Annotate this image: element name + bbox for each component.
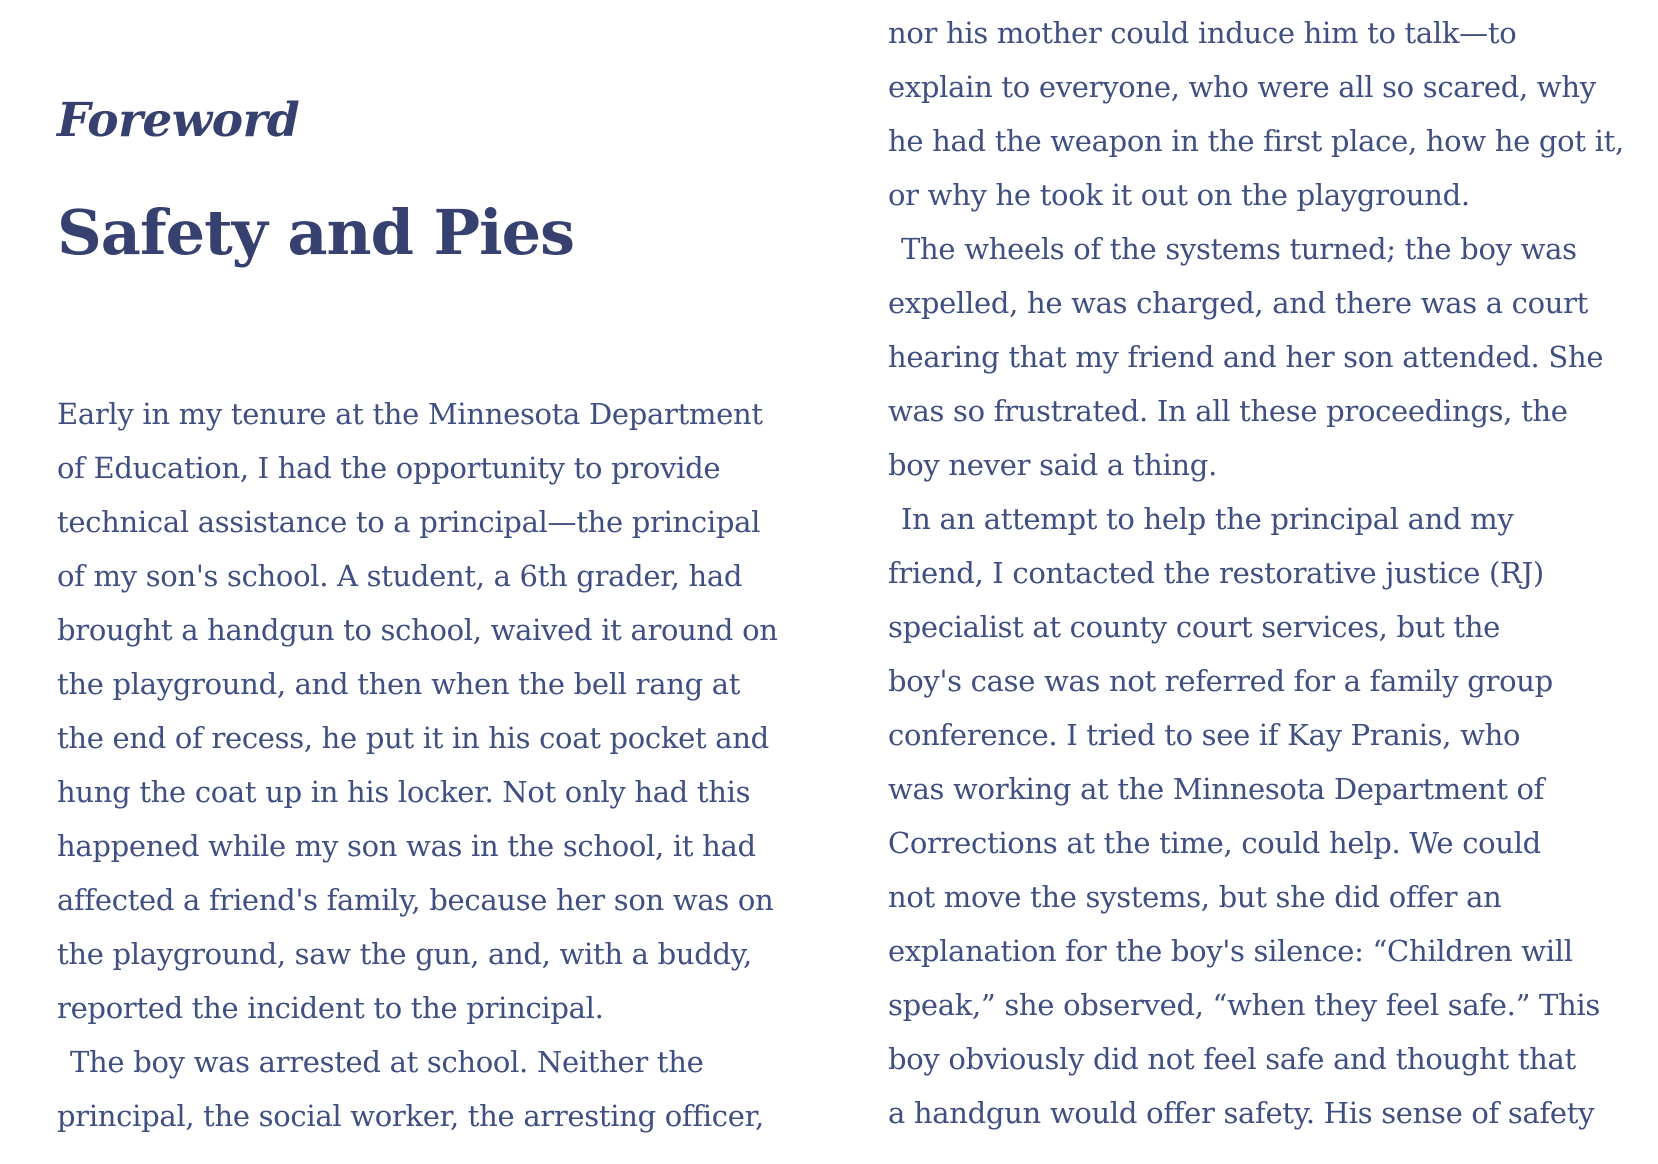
- text-line: explanation for the boy's silence: “Children will: [888, 934, 1573, 968]
- text-line: of Education, I had the opportunity to provide: [57, 451, 721, 485]
- text-line: not move the systems, but she did offer an: [888, 880, 1502, 914]
- text-line: was working at the Minnesota Department of: [888, 772, 1545, 806]
- text-line: a handgun would offer safety. His sense of safety: [888, 1096, 1595, 1130]
- text-line: Corrections at the time, could help. We could: [888, 826, 1541, 860]
- text-line: specialist at county court services, but the: [888, 610, 1500, 644]
- text-line: friend, I contacted the restorative justice (RJ): [888, 556, 1544, 590]
- right-column: [888, 0, 1658, 1164]
- paragraph: [888, 492, 1624, 1140]
- text-line: boy never said a thing.: [888, 448, 1217, 482]
- text-line: was so frustrated. In all these proceedings, the: [888, 394, 1568, 428]
- text-line: the playground, and then when the bell rang at: [57, 667, 741, 701]
- text-line: principal, the social worker, the arresting officer,: [57, 1099, 764, 1133]
- paragraph: [57, 1035, 778, 1143]
- text-line: hearing that my friend and her son attended. She: [888, 340, 1604, 374]
- text-line: the playground, saw the gun, and, with a buddy,: [57, 937, 752, 971]
- text-line: hung the coat up in his locker. Not only had this: [57, 775, 751, 809]
- text-line: The wheels of the systems turned; the boy was: [901, 232, 1577, 266]
- text-line: brought a handgun to school, waived it around on: [57, 613, 778, 647]
- right-column-text: [888, 6, 1624, 1140]
- text-line: boy obviously did not feel safe and thought that: [888, 1042, 1576, 1076]
- text-line: speak,” she observed, “when they feel safe.” This: [888, 988, 1600, 1022]
- text-line: boy's case was not referred for a family group: [888, 664, 1553, 698]
- text-line: of my son's school. A student, a 6th grader, had: [57, 559, 743, 593]
- paragraph: [888, 6, 1624, 222]
- text-line: he had the weapon in the first place, how he got it,: [888, 124, 1624, 158]
- foreword-label: Foreword: [57, 93, 300, 148]
- text-line: conference. I tried to see if Kay Pranis, who: [888, 718, 1521, 752]
- text-line: In an attempt to help the principal and my: [901, 502, 1514, 536]
- chapter-title: Safety and Pies: [57, 196, 575, 269]
- text-line: Early in my tenure at the Minnesota Department: [57, 397, 763, 431]
- text-line: happened while my son was in the school, it had: [57, 829, 756, 863]
- text-line: affected a friend's family, because her son was on: [57, 883, 774, 917]
- left-column: [57, 0, 832, 1164]
- text-line: technical assistance to a principal—the principal: [57, 505, 761, 539]
- text-line: nor his mother could induce him to talk—to: [888, 16, 1517, 50]
- paragraph: [57, 387, 778, 1035]
- text-line: explain to everyone, who were all so scared, why: [888, 70, 1596, 104]
- text-line: expelled, he was charged, and there was a court: [888, 286, 1589, 320]
- paragraph: [888, 222, 1624, 492]
- text-line: the end of recess, he put it in his coat pocket and: [57, 721, 769, 755]
- text-line: The boy was arrested at school. Neither the: [70, 1045, 704, 1079]
- text-line: reported the incident to the principal.: [57, 991, 604, 1025]
- left-column-text: [57, 387, 778, 1143]
- text-line: or why he took it out on the playground.: [888, 178, 1470, 212]
